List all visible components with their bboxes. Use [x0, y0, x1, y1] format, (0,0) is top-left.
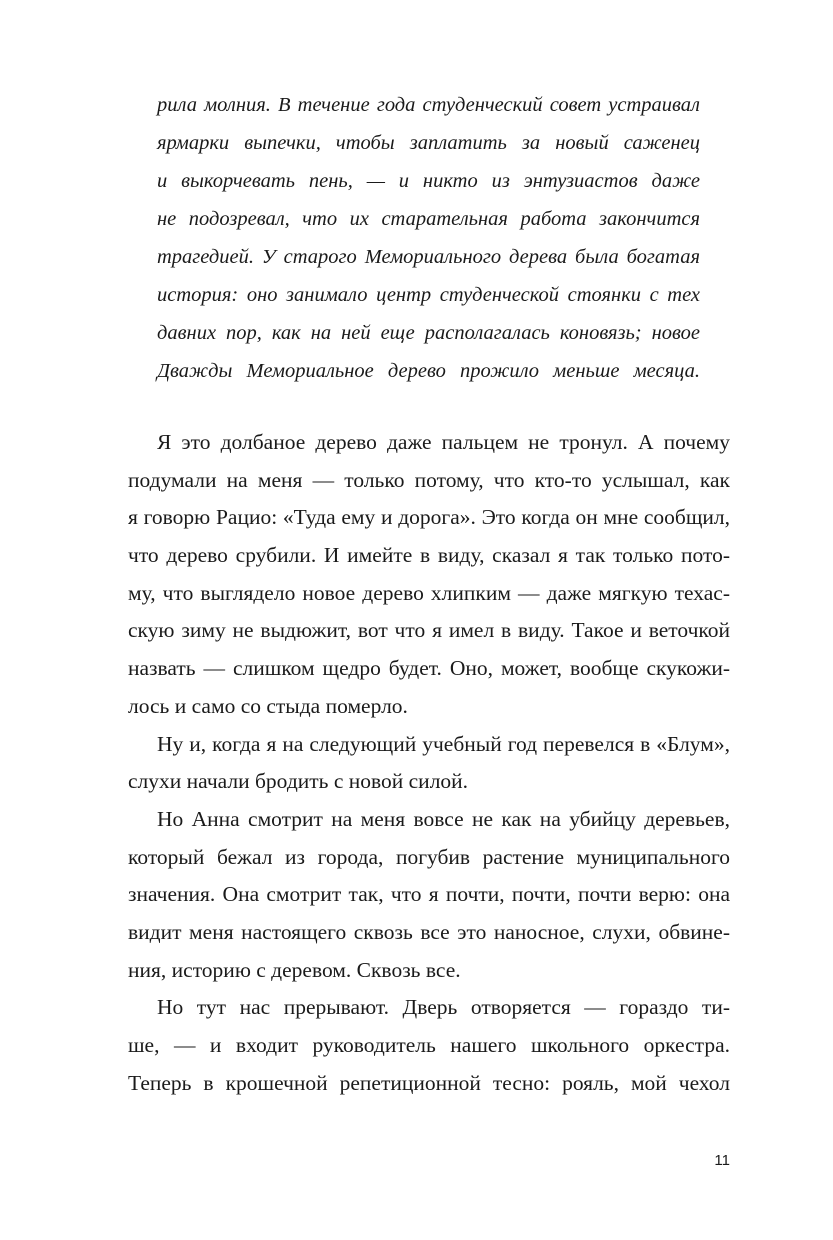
page-number: 11 [714, 1152, 730, 1169]
body-line: ше, — и входит руководитель нашего школьного оркестра. [128, 1033, 730, 1057]
body-line: ния, историю с деревом. Сквозь все. [128, 957, 461, 982]
excerpt-line: Дважды Мемориальное дерево прожило меньше месяца. [157, 360, 700, 382]
body-line: подумали на меня — только потому, что кто-то услышал, как [128, 467, 730, 492]
body-line: лось и само со стыда померло. [128, 693, 408, 718]
body-line: скую зиму не выдюжит, вот что я имел в виду. Такое и веточкой [128, 618, 730, 643]
excerpt-line: и выкорчевать пень, — и никто из энтузиастов даже [157, 170, 700, 192]
body-line: значения. Она смотрит так, что я почти, почти, почти верю: она [128, 882, 730, 907]
excerpt-line: ярмарки выпечки, чтобы заплатить за новый саженец [157, 132, 700, 154]
body-line: Но тут нас прерывают. Дверь отворяется — гораздо ти- [157, 995, 730, 1020]
body-line: му, что выглядело новое дерево хлипким — даже мягкую техас- [128, 580, 730, 605]
body-line: Ну и, когда я на следующий учебный год перевелся в «Блум», [157, 731, 730, 756]
body-text [128, 424, 730, 1102]
body-line: Но Анна смотрит на меня вовсе не как на убийцу деревьев, [157, 806, 730, 831]
body-line: назвать — слишком щедро будет. Оно, может, вообще скукожи- [128, 656, 730, 681]
body-line: Теперь в крошечной репетиционной тесно: рояль, мой чехол [128, 1070, 730, 1095]
excerpt-line: не подозревал, что их старательная работа закончится [157, 208, 700, 230]
excerpt-line: рила молния. В течение года студенческий совет устраивал [157, 94, 700, 116]
excerpt-line: давних пор, как на ней еще располагалась коновязь; новое [157, 322, 700, 344]
body-line: Я это долбаное дерево даже пальцем не тронул. А почему [157, 430, 730, 454]
body-line: что дерево срубили. И имейте в виду, сказал я так только пото- [128, 543, 730, 568]
body-line: слухи начали бродить с новой силой. [128, 769, 469, 794]
italic-excerpt [157, 86, 700, 390]
body-line: я говорю Рацио: «Туда ему и дорога». Это когда он мне сообщил, [128, 505, 730, 530]
excerpt-line: история: оно занимало центр студенческой стоянки с тех [157, 284, 700, 306]
body-line: видит меня настоящего сквозь все это наносное, слухи, обвине- [128, 919, 730, 944]
excerpt-line: трагедией. У старого Мемориального дерева была богатая [157, 246, 700, 268]
body-line: который бежал из города, погубив растение муниципального [128, 844, 730, 869]
